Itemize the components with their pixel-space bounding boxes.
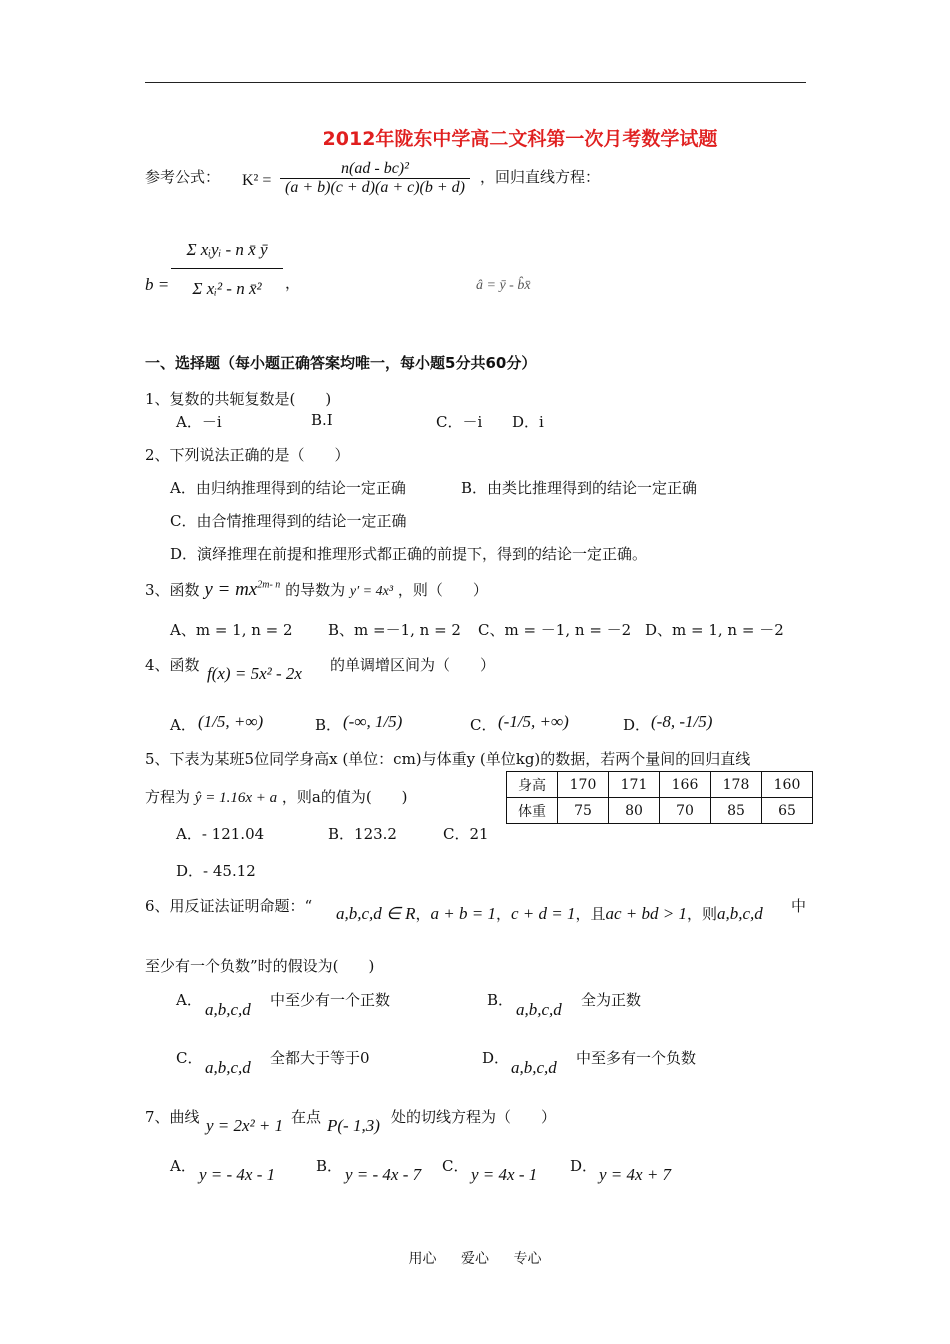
q6-sep4: ，则 (687, 905, 718, 923)
q7-stem-c: 处的切线方程为（ ） (391, 1108, 557, 1126)
b-denominator: Σ xᵢ² - n x̄² (171, 268, 283, 299)
q6-option-c-label: C． (176, 1049, 203, 1067)
q3-option-b: B、m =－1, n = 2 (328, 621, 461, 639)
q4-option-a-value: (1/5, +∞) (198, 712, 264, 731)
table-cell: 75 (558, 798, 609, 824)
b-comma: ， (285, 274, 301, 292)
table-cell: 体重 (507, 798, 558, 824)
q5-option-a: A．- 121.04 (176, 825, 265, 843)
q6-option-b-label: B． (487, 991, 514, 1009)
q1-stem: 1、复数的共轭复数是( ) (145, 390, 332, 408)
q4-option-d-label: D． (623, 716, 651, 734)
table-cell: 80 (609, 798, 660, 824)
q3-function-base: y = mx (204, 579, 258, 600)
footer-item: 用心 (408, 1251, 437, 1267)
q6-cond1: a,b,c,d ∈ R (336, 904, 416, 923)
q4-option-c-value: (-1/5, +∞) (498, 712, 569, 731)
q6-cond4: ac + bd > 1 (605, 904, 687, 923)
q6-option-b-text: 全为正数 (581, 991, 642, 1009)
q7-option-c: y = 4x - 1 (471, 1165, 538, 1184)
q6-option-d-text: 中至多有一个负数 (576, 1049, 697, 1067)
q7-option-b-label: B． (316, 1157, 343, 1175)
q3-option-c: C、m = －1, n = －2 (478, 621, 632, 639)
q2-option-c: C．由合情推理得到的结论一定正确 (170, 512, 407, 530)
q6-option-d-vars: a,b,c,d (511, 1058, 557, 1077)
q6-cond3: c + d = 1 (510, 904, 576, 923)
q3-stem-c: ，则（ ） (397, 581, 488, 599)
page-title: 2012年陇东中学高二文科第一次月考数学试题 (322, 128, 718, 150)
q3-function-exponent: 2m- n (257, 579, 281, 591)
q7-option-a: y = - 4x - 1 (199, 1165, 276, 1184)
q6-cond2: a + b = 1 (430, 904, 496, 923)
table-cell: 171 (609, 772, 660, 798)
q6-option-c-vars: a,b,c,d (205, 1058, 251, 1077)
height-weight-table (506, 771, 813, 824)
q4-option-c-label: C． (470, 716, 497, 734)
page-footer (0, 1248, 950, 1268)
footer-item: 爱心 (461, 1251, 489, 1267)
q4-option-a-label: A． (170, 716, 196, 734)
q2-stem: 2、下列说法正确的是（ ） (145, 446, 350, 464)
q6-line2: 至少有一个负数”时的假设为( ) (145, 957, 375, 975)
q6-sep1: ， (415, 905, 431, 923)
q5-equation: ŷ = 1.16x + a (194, 790, 278, 806)
table-cell: 160 (762, 772, 813, 798)
table-cell: 166 (660, 772, 711, 798)
q4-stem-a: 4、函数 (145, 656, 200, 674)
b-numerator: Σ xᵢyᵢ - n x̄ ȳ (186, 240, 268, 259)
table-row (507, 798, 813, 824)
table-cell: 170 (558, 772, 609, 798)
q2-option-a: A．由归纳推理得到的结论一定正确 (170, 479, 406, 497)
q5-line2-a: 方程为 (145, 788, 191, 806)
k2-numerator: n(ad - bc)² (341, 160, 409, 177)
q4-stem-b: 的单调增区间为（ ） (330, 656, 496, 674)
section-heading: 一、选择题（每小题正确答案均唯一，每小题5分共60分） (145, 354, 537, 372)
q6-option-c-text: 全都大于等于0 (270, 1049, 370, 1067)
q1-option-a: A．－i (176, 413, 222, 431)
q3-option-d: D、m = 1, n = －2 (645, 621, 784, 639)
q7-option-d: y = 4x + 7 (599, 1165, 672, 1184)
q2-option-b: B．由类比推理得到的结论一定正确 (461, 479, 698, 497)
q1-option-b: B.I (311, 411, 333, 429)
q3-function (204, 579, 280, 600)
q3-option-a: A、m = 1, n = 2 (170, 621, 293, 639)
formula-intro: 参考公式： (145, 168, 221, 186)
q5-option-d: D．- 45.12 (176, 862, 256, 880)
q5-option-b: B．123.2 (328, 825, 397, 843)
q6-option-a-label: A． (176, 991, 202, 1009)
q6-option-d-label: D． (482, 1049, 510, 1067)
q4-option-b-value: (-∞, 1/5) (343, 712, 403, 731)
q5-line1: 5、下表为某班5位同学身高x (单位：cm)与体重y (单位kg)的数据，若两个量间的回归直线 (145, 750, 751, 768)
q7-point: P(- 1,3) (327, 1116, 380, 1135)
q6-option-b-vars: a,b,c,d (516, 1000, 562, 1019)
table-cell: 178 (711, 772, 762, 798)
q7-curve: y = 2x² + 1 (206, 1116, 284, 1135)
q5-line2 (145, 786, 408, 807)
q6-vars: a,b,c,d (717, 904, 763, 923)
q3-derivative: y′ = 4x³ (349, 584, 394, 599)
table-cell: 85 (711, 798, 762, 824)
q4-option-d-value: (-8, -1/5) (651, 712, 713, 731)
b-lhs: b = (145, 275, 170, 294)
k2-fraction (280, 160, 470, 197)
q6-stem-a: 6、用反证法证明命题：“ (145, 897, 313, 915)
table-cell: 65 (762, 798, 813, 824)
q5-option-c: C．21 (443, 825, 489, 843)
b-fraction (172, 240, 282, 299)
q7-stem-b: 在点 (291, 1108, 322, 1126)
q6-option-a-text: 中至少有一个正数 (270, 991, 391, 1009)
q4-function: f(x) = 5x² - 2x (207, 664, 302, 683)
k2-lhs: K² = (242, 172, 272, 189)
q6-conditions (336, 903, 763, 924)
q5-line2-b: ，则a的值为( ) (281, 788, 408, 806)
q7-option-c-label: C． (442, 1157, 469, 1175)
q7-option-b: y = - 4x - 7 (345, 1165, 422, 1184)
footer-item: 专心 (513, 1251, 542, 1267)
table-cell: 身高 (507, 772, 558, 798)
q2-option-d: D．演绎推理在前提和推理形式都正确的前提下，得到的结论一定正确。 (170, 545, 648, 563)
q3-stem-a: 3、函数 (145, 581, 200, 599)
q1-option-c: C．－i (436, 413, 483, 431)
q6-option-a-vars: a,b,c,d (205, 1000, 251, 1019)
q6-zhong: 中 (791, 897, 807, 915)
a-formula: â = ȳ - b̂x̄ (476, 278, 531, 293)
q7-option-d-label: D． (570, 1157, 598, 1175)
q3-stem-b: 的导数为 (285, 581, 346, 599)
k2-denominator: (a + b)(c + d)(a + c)(b + d) (280, 178, 470, 197)
q6-sep2: ， (495, 905, 511, 923)
q4-option-b-label: B． (315, 716, 342, 734)
table-cell: 70 (660, 798, 711, 824)
q3-stem (145, 579, 488, 601)
table-row (507, 772, 813, 798)
header-rule (145, 82, 806, 83)
q7-option-a-label: A． (170, 1157, 196, 1175)
regression-label: ，回归直线方程： (480, 168, 601, 186)
q6-sep3: ，且 (575, 905, 606, 923)
q7-stem-a: 7、曲线 (145, 1108, 200, 1126)
q1-option-d: D．i (512, 413, 544, 431)
